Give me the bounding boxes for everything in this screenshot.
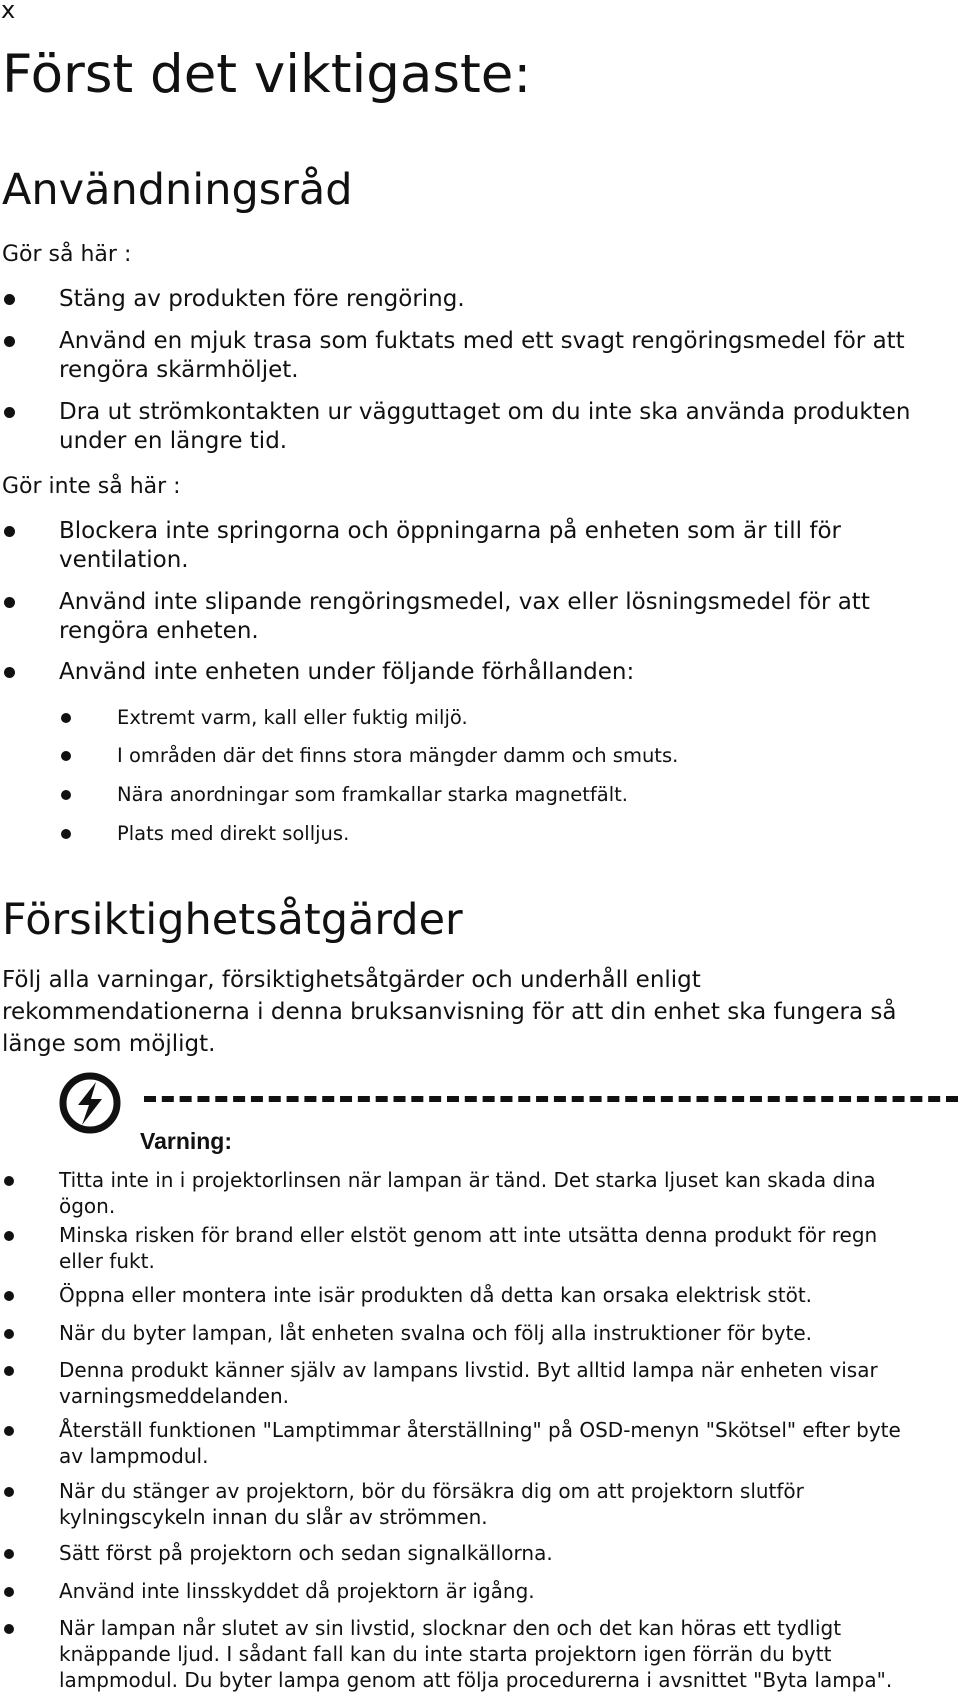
warning-item-text: Titta inte in i projektorlinsen när lampan är tänd. Det starka ljuset kan skada dina: [59, 1168, 876, 1192]
sub-list-item-text: Plats med direkt solljus.: [117, 822, 350, 845]
list-item-text: Använd inte enheten under följande förhållanden:: [59, 659, 635, 685]
intro-line: länge som möjligt.: [2, 1031, 216, 1057]
bullet-icon: [4, 407, 15, 418]
bullet-icon: [61, 713, 71, 723]
bullet-icon: [4, 1291, 14, 1301]
warning-item-text: När lampan når slutet av sin livstid, slocknar den och det kan höras ett tydligt: [59, 1616, 842, 1640]
precautions-heading: Försiktighetsåtgärder: [2, 895, 463, 945]
lightning-warning-icon: [58, 1071, 122, 1135]
sub-list-item-text: I områden där det finns stora mängder damm och smuts.: [117, 744, 679, 767]
list-item-text: Stäng av produkten före rengöring.: [59, 286, 465, 312]
warning-item-text: När du stänger av projektorn, bör du försäkra dig om att projektorn slutför: [59, 1479, 804, 1503]
bullet-icon: [4, 1624, 14, 1634]
warning-item-text: När du byter lampan, låt enheten svalna och följ alla instruktioner för byte.: [59, 1321, 812, 1345]
warning-item-text: eller fukt.: [59, 1249, 155, 1273]
page-title: Först det viktigaste:: [2, 44, 532, 105]
list-item-text: Dra ut strömkontakten ur vägguttaget om du inte ska använda produkten: [59, 399, 911, 425]
warning-item-text: kylningscykeln innan du slår av strömmen.: [59, 1505, 488, 1529]
bullet-icon: [4, 667, 15, 678]
warning-item-text: knäppande ljud. I sådant fall kan du inte starta projektorn igen förrän du bytt: [59, 1642, 832, 1666]
bullet-icon: [61, 751, 71, 761]
usage-heading: Användningsråd: [2, 165, 353, 215]
list-item-text: Använd en mjuk trasa som fuktats med ett svagt rengöringsmedel för att: [59, 328, 905, 354]
warning-label: Varning:: [140, 1128, 233, 1154]
warning-item-text: Sätt först på projektorn och sedan signalkällorna.: [59, 1541, 553, 1565]
intro-line: rekommendationerna i denna bruksanvisning för att din enhet ska fungera så: [2, 999, 897, 1025]
bullet-icon: [61, 790, 71, 800]
warning-item-text: av lampmodul.: [59, 1444, 209, 1468]
bullet-icon: [4, 1329, 14, 1339]
list-item-text: rengöra skärmhöljet.: [59, 357, 299, 383]
bullet-icon: [4, 336, 15, 347]
bullet-icon: [4, 597, 15, 608]
bullet-icon: [4, 1587, 14, 1597]
bullet-icon: [4, 1549, 14, 1559]
bullet-icon: [4, 1426, 14, 1436]
sub-list-item-text: Nära anordningar som framkallar starka magnetfält.: [117, 783, 628, 806]
list-item-text: rengöra enheten.: [59, 618, 259, 644]
list-item-text: Blockera inte springorna och öppningarna på enheten som är till för: [59, 518, 841, 544]
sub-list-item-text: Extremt varm, kall eller fuktig miljö.: [117, 706, 468, 729]
warning-item-text: Öppna eller montera inte isär produkten då detta kan orsaka elektrisk stöt.: [59, 1283, 813, 1307]
warning-divider: [144, 1096, 958, 1102]
dont-label: Gör inte så här :: [2, 474, 181, 499]
bullet-icon: [4, 526, 15, 537]
warning-item-text: lampmodul. Du byter lampa genom att följa procedurerna i avsnittet "Byta lampa".: [59, 1668, 893, 1692]
do-label: Gör så här :: [2, 242, 132, 267]
corner-mark: x: [1, 0, 16, 24]
warning-item-text: varningsmeddelanden.: [59, 1384, 289, 1408]
list-item-text: ventilation.: [59, 547, 189, 573]
list-item-text: Använd inte slipande rengöringsmedel, vax eller lösningsmedel för att: [59, 589, 870, 615]
list-item-text: under en längre tid.: [59, 428, 288, 454]
warning-item-text: Denna produkt känner själv av lampans livstid. Byt alltid lampa när enheten visar: [59, 1358, 878, 1382]
bullet-icon: [4, 1487, 14, 1497]
bullet-icon: [4, 1176, 14, 1186]
warning-item-text: Återställ funktionen "Lamptimmar återställning" på OSD-menyn "Skötsel" efter byte: [59, 1418, 901, 1442]
bullet-icon: [61, 829, 71, 839]
bullet-icon: [4, 1366, 14, 1376]
warning-item-text: Minska risken för brand eller elstöt genom att inte utsätta denna produkt för regn: [59, 1223, 878, 1247]
bullet-icon: [4, 1231, 14, 1241]
precautions-intro: [2, 964, 896, 1060]
warning-item-text: ögon.: [59, 1194, 116, 1218]
intro-line: Följ alla varningar, försiktighetsåtgärder och underhåll enligt: [2, 967, 701, 993]
warning-item-text: Använd inte linsskyddet då projektorn är igång.: [59, 1579, 535, 1603]
bullet-icon: [4, 294, 15, 305]
